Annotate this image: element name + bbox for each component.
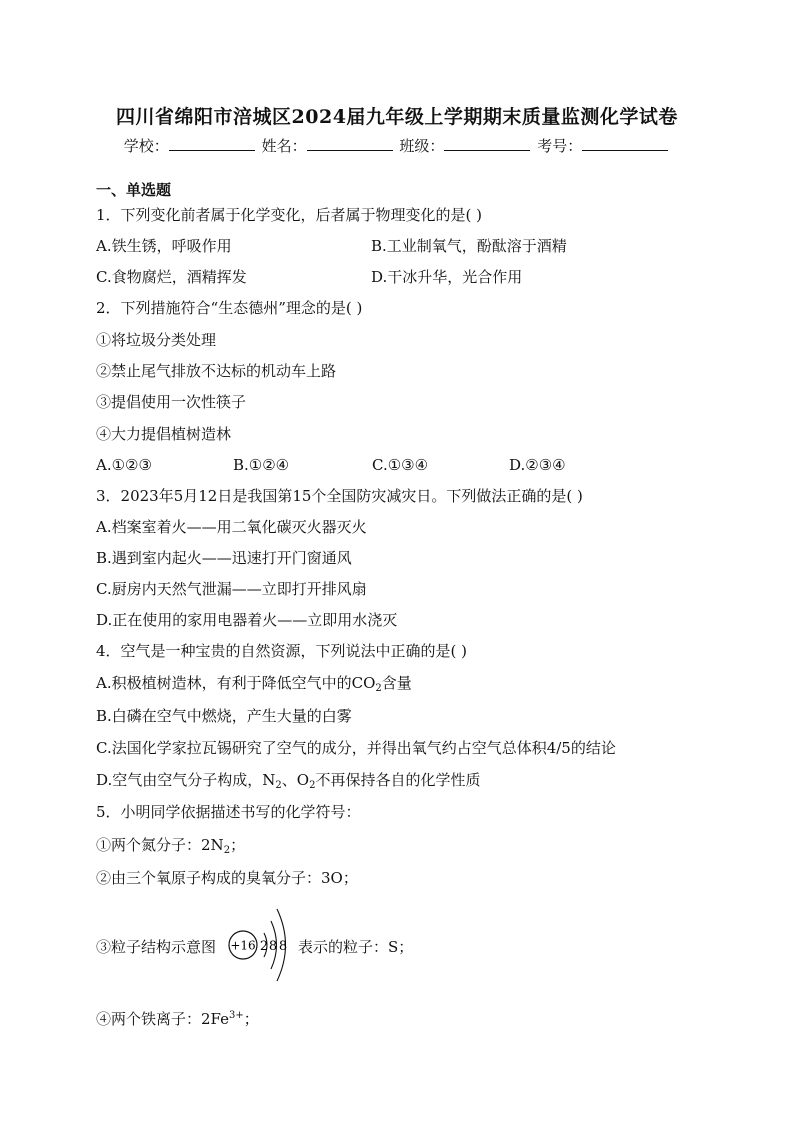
q2-item: ④大力提倡植树造林 bbox=[96, 425, 232, 443]
q4-option-a bbox=[96, 673, 412, 699]
q2-item: ①将垃圾分类处理 bbox=[96, 331, 217, 349]
q2-stem: 2．下列措施符合“生态德州”理念的是( ) bbox=[96, 299, 363, 317]
q2-item: ②禁止尾气排放不达标的机动车上路 bbox=[96, 362, 337, 380]
q3-option-d: D.正在使用的家用电器着火——立即用水浇灭 bbox=[96, 611, 398, 629]
name-label: 姓名： bbox=[261, 137, 307, 155]
q4-option-b: B.白磷在空气中燃烧，产生大量的白雾 bbox=[96, 707, 352, 725]
o2-subscript: 2 bbox=[309, 780, 316, 791]
class-label: 班级： bbox=[399, 137, 445, 155]
q4-a-text: A.积极植树造林，有利于降低空气中的 bbox=[96, 674, 352, 692]
number-blank bbox=[582, 136, 668, 151]
q1-option-c: C.食物腐烂，酒精挥发 bbox=[96, 268, 247, 286]
q2-item: ③提倡使用一次性筷子 bbox=[96, 393, 247, 411]
q5-item-3 bbox=[96, 905, 696, 985]
q5-item-4-symbol: 2Fe bbox=[201, 1010, 230, 1028]
q1-option-d: D.干冰升华，光合作用 bbox=[371, 268, 523, 286]
q2-option-a: A.①②③ bbox=[96, 456, 152, 474]
q1-option-a: A.铁生锈，呼吸作用 bbox=[96, 237, 232, 255]
q2-option-b: B.①②④ bbox=[233, 456, 290, 474]
q4-stem: 4．空气是一种宝贵的自然资源，下列说法中正确的是( ) bbox=[96, 642, 468, 660]
q3-stem: 3．2023年5月12日是我国第15个全国防灾减灾日。下列做法正确的是( ) bbox=[96, 487, 583, 505]
q5-item-2: ②由三个氧原子构成的臭氧分子：3O； bbox=[96, 869, 358, 887]
q5-item-3-text: ③粒子结构示意图 bbox=[96, 938, 217, 956]
q4-d-separator: 、 bbox=[281, 771, 297, 789]
shell-1-electrons: 2 bbox=[259, 939, 269, 954]
q4-d-text: D.空气由空气分子构成， bbox=[96, 771, 263, 789]
q4-a-tail: 含量 bbox=[381, 674, 412, 692]
q5-item-1-symbol: 2N bbox=[201, 836, 224, 854]
q5-item-1-text: ①两个氮分子： bbox=[96, 836, 202, 854]
n2-symbol: N bbox=[262, 771, 276, 789]
n2-subscript: 2 bbox=[275, 780, 282, 791]
q5-item-1-subscript: 2 bbox=[223, 845, 231, 856]
q2-option-d: D.②③④ bbox=[509, 456, 566, 474]
name-blank bbox=[307, 136, 393, 151]
exam-title: 四川省绵阳市涪城区2024届九年级上学期期末质量监测化学试卷 bbox=[116, 106, 678, 128]
class-blank bbox=[444, 136, 530, 151]
nucleus-charge: +16 bbox=[230, 938, 256, 953]
q5-item-4-text: ④两个铁离子： bbox=[96, 1010, 202, 1028]
q5-item-1 bbox=[96, 835, 245, 861]
school-blank bbox=[169, 136, 255, 151]
q3-option-b: B.遇到室内起火——迅速打开门窗通风 bbox=[96, 549, 352, 567]
q4-option-d bbox=[96, 770, 480, 796]
q4-option-c: C.法国化学家拉瓦锡研究了空气的成分，并得出氧气约占空气总体积4/5的结论 bbox=[96, 739, 616, 757]
q2-option-c: C.①③④ bbox=[372, 456, 429, 474]
q5-stem: 5．小明同学依据描述书写的化学符号： bbox=[96, 803, 361, 821]
o2-symbol: O bbox=[296, 771, 310, 789]
co2-subscript: 2 bbox=[375, 683, 382, 694]
q5-item-4-tail: ； bbox=[243, 1010, 259, 1028]
number-label: 考号： bbox=[537, 137, 583, 155]
section-heading: 一、单选题 bbox=[96, 181, 172, 199]
q1-stem: 1．下列变化前者属于化学变化，后者属于物理变化的是( ) bbox=[96, 206, 483, 224]
q4-d-tail: 不再保持各自的化学性质 bbox=[315, 771, 481, 789]
q5-item-4-superscript: 3+ bbox=[229, 1010, 244, 1021]
q1-option-b: B.工业制氧气，酚酞溶于酒精 bbox=[371, 237, 567, 255]
shell-2-electrons: 8 bbox=[268, 939, 278, 954]
co2-symbol: CO bbox=[351, 674, 376, 692]
school-label: 学校： bbox=[123, 137, 169, 155]
q5-item-3-tail: 表示的粒子：S； bbox=[298, 938, 414, 956]
atomic-structure-diagram bbox=[226, 905, 306, 985]
q3-option-c: C.厨房内天然气泄漏——立即打开排风扇 bbox=[96, 580, 367, 598]
shell-3-electrons: 8 bbox=[278, 939, 288, 954]
q3-option-a: A.档案室着火——用二氧化碳灭火器灭火 bbox=[96, 518, 367, 536]
q5-item-1-tail: ； bbox=[230, 836, 246, 854]
student-info-row bbox=[0, 135, 794, 156]
q5-item-4 bbox=[96, 1006, 259, 1029]
co2-formula bbox=[352, 674, 382, 692]
